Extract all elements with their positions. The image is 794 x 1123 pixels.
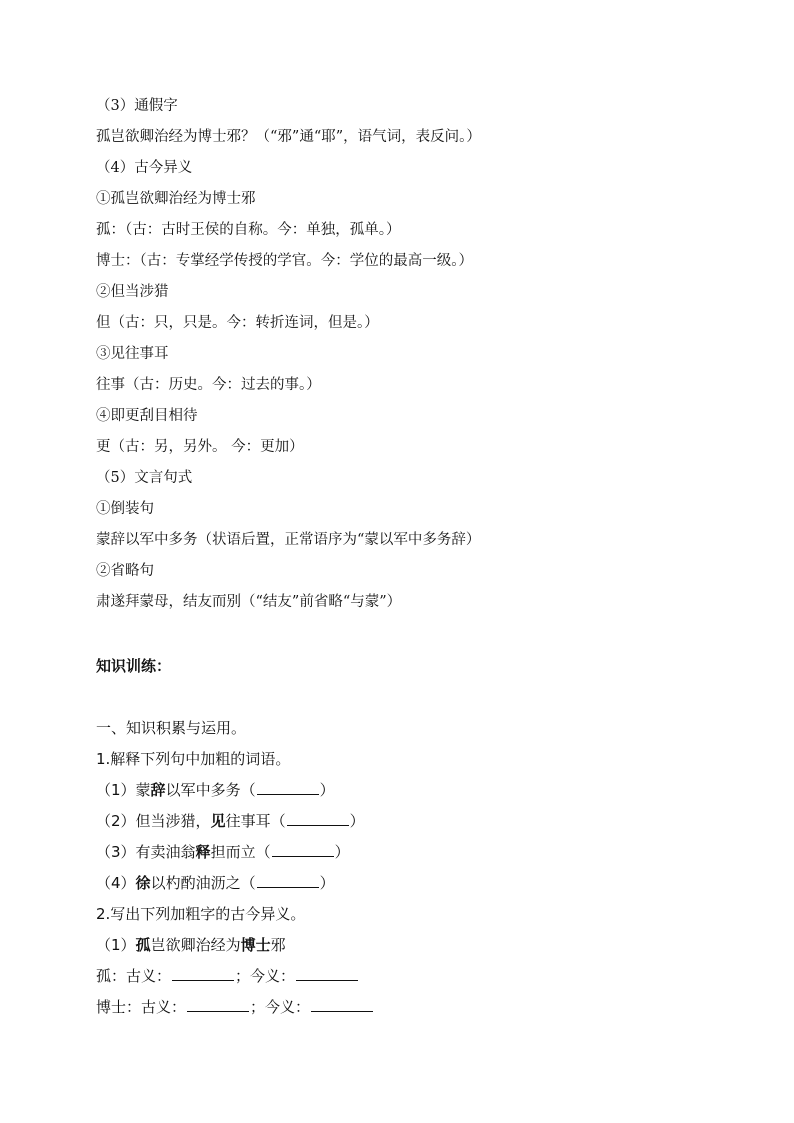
question-1-item-2: （2）但当涉猎，见往事耳（ ） [96, 812, 365, 830]
question-2-title: 2.写出下列加粗字的古今异义。 [96, 905, 306, 923]
answer-blank[interactable] [311, 997, 373, 1012]
bold-word: 博士 [240, 936, 271, 954]
question-2-item-1: （1）孤岂欲卿治经为博士邪 [96, 936, 286, 954]
section-4-item-2: ②但当涉猎 [96, 284, 169, 300]
bold-word: 徐 [135, 874, 151, 892]
bold-word: 孤 [135, 936, 151, 954]
section-3-line: 孤岂欲卿治经为博士邪？（“邪”通“耶”，语气词，表反问。） [96, 129, 481, 145]
section-4-item-2-explain: 但（古：只，只是。今：转折连词，但是。） [96, 315, 379, 331]
answer-blank[interactable] [187, 997, 249, 1012]
bold-word: 见 [210, 812, 226, 830]
section-5-title: （5）文言句式 [96, 470, 193, 486]
training-heading: 知识训练： [96, 657, 172, 675]
question-1-item-1: （1）蒙辞以军中多务（ ） [96, 781, 335, 799]
section-5-item-2: ②省略句 [96, 563, 154, 579]
question-2-gu-row: 孤：古义： ；今义： [96, 966, 359, 986]
question-1-item-3: （3）有卖油翁释担而立（ ） [96, 843, 350, 861]
section-4-item-1-boshi: 博士：（古：专掌经学传授的学官。今：学位的最高一级。） [96, 253, 473, 269]
bold-word: 释 [195, 843, 211, 861]
section-4-item-4-explain: 更（古：另，另外。 今：更加） [96, 439, 304, 455]
section-4-item-3: ③见往事耳 [96, 346, 169, 362]
section-5-item-1-explain: 蒙辞以军中多务（状语后置，正常语序为“蒙以军中多务辞） [96, 532, 481, 548]
question-1-item-4: （4）徐以杓酌油沥之（ ） [96, 874, 335, 892]
section-4-item-1-gu: 孤：（古：古时王侯的自称。今：单独，孤单。） [96, 222, 401, 238]
answer-blank[interactable] [287, 811, 349, 826]
part-1-title: 一、知识积累与运用。 [96, 719, 247, 737]
section-4-title: （4）古今异义 [96, 160, 193, 176]
section-4-item-1: ①孤岂欲卿治经为博士邪 [96, 191, 256, 207]
answer-blank[interactable] [172, 966, 234, 981]
question-2-boshi-row: 博士：古义： ；今义： [96, 997, 374, 1017]
section-5-item-1: ①倒装句 [96, 501, 154, 517]
section-4-item-4: ④即更刮目相待 [96, 408, 198, 424]
section-3-title: （3）通假字 [96, 98, 178, 114]
answer-blank[interactable] [257, 780, 319, 795]
answer-blank[interactable] [257, 873, 319, 888]
section-5-item-2-explain: 肃遂拜蒙母，结友而别（“结友”前省略“与蒙”） [96, 594, 402, 610]
bold-word: 辞 [150, 781, 166, 799]
answer-blank[interactable] [272, 842, 334, 857]
section-4-item-3-explain: 往事（古：历史。今：过去的事。） [96, 377, 321, 393]
answer-blank[interactable] [296, 966, 358, 981]
question-1-title: 1.解释下列句中加粗的词语。 [96, 750, 291, 768]
